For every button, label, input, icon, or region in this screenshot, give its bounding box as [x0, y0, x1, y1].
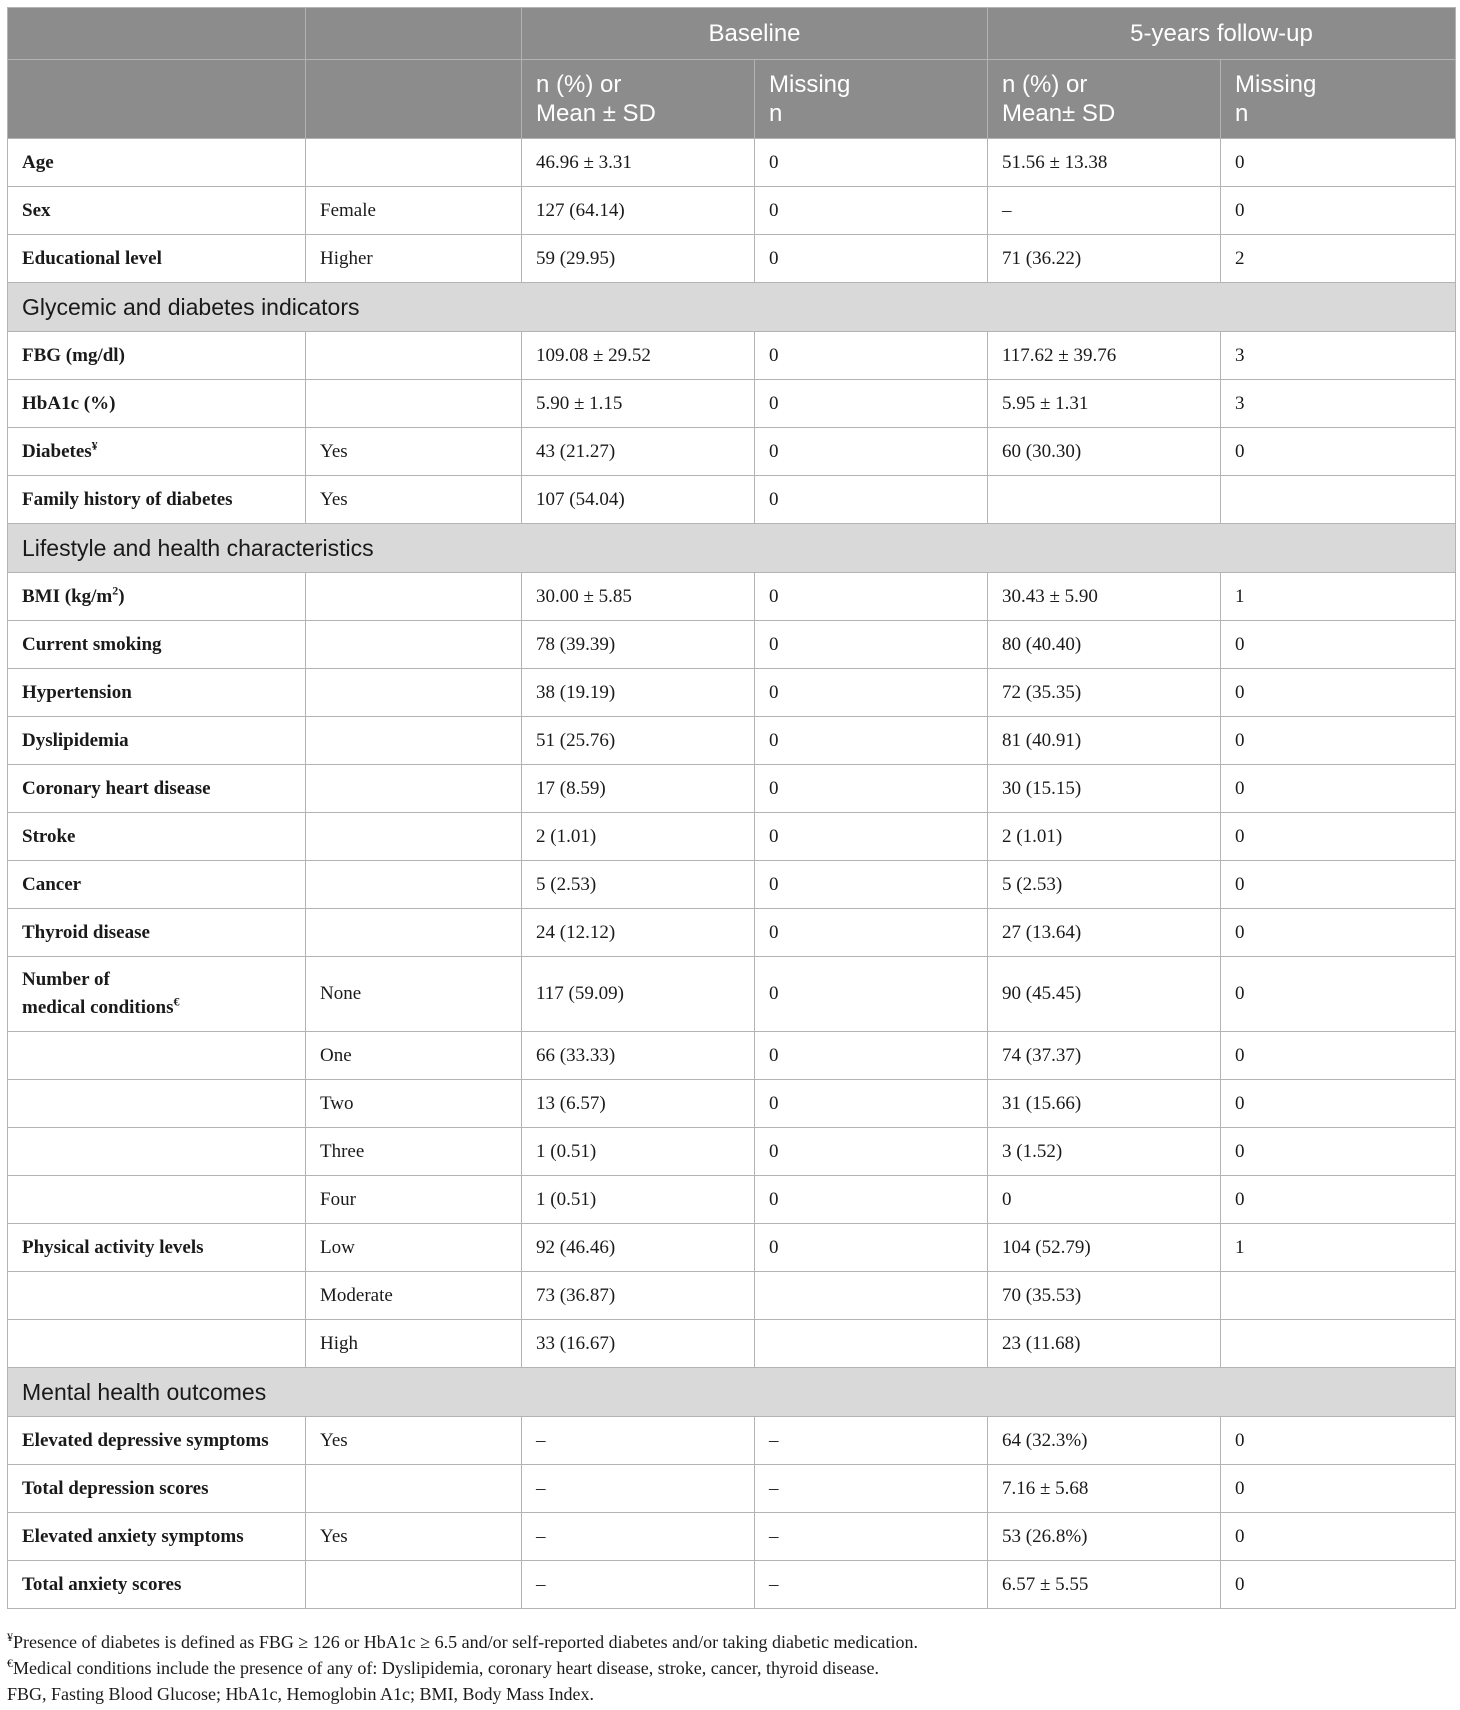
followup-value: 0 [988, 1176, 1221, 1224]
table-row [8, 1032, 1456, 1080]
baseline-value: 38 (19.19) [522, 669, 755, 717]
table-row [8, 1224, 1456, 1272]
table-row [8, 861, 1456, 909]
table-row [8, 669, 1456, 717]
header-followup-value: n (%) or Mean± SD [988, 60, 1221, 139]
followup-value: 104 (52.79) [988, 1224, 1221, 1272]
followup-value: 64 (32.3%) [988, 1417, 1221, 1465]
followup-missing: 1 [1221, 573, 1456, 621]
followup-missing: 0 [1221, 428, 1456, 476]
followup-missing [1221, 1272, 1456, 1320]
row-label: Hypertension [8, 669, 306, 717]
table-row [8, 765, 1456, 813]
row-category [306, 1465, 522, 1513]
baseline-missing: 0 [755, 957, 988, 1032]
row-category [306, 909, 522, 957]
followup-missing: 0 [1221, 1513, 1456, 1561]
followup-missing: 3 [1221, 380, 1456, 428]
baseline-missing: 0 [755, 1128, 988, 1176]
row-label [8, 1128, 306, 1176]
baseline-missing: 0 [755, 813, 988, 861]
table-row [8, 1320, 1456, 1368]
followup-missing: 0 [1221, 1176, 1456, 1224]
baseline-value: – [522, 1513, 755, 1561]
row-label [8, 1320, 306, 1368]
row-category: Four [306, 1176, 522, 1224]
table-row [8, 1128, 1456, 1176]
row-category: One [306, 1032, 522, 1080]
followup-missing: 0 [1221, 621, 1456, 669]
row-label [8, 1032, 306, 1080]
followup-missing: 3 [1221, 332, 1456, 380]
followup-missing: 0 [1221, 861, 1456, 909]
baseline-missing: 0 [755, 909, 988, 957]
table-row [8, 235, 1456, 283]
header-baseline-missing: Missing n [755, 60, 988, 139]
baseline-value: 73 (36.87) [522, 1272, 755, 1320]
table-row [8, 1080, 1456, 1128]
followup-value: 71 (36.22) [988, 235, 1221, 283]
table-row [8, 1417, 1456, 1465]
header-empty [306, 60, 522, 139]
baseline-value: 1 (0.51) [522, 1176, 755, 1224]
table-row [8, 476, 1456, 524]
row-category [306, 861, 522, 909]
row-category: None [306, 957, 522, 1032]
section-title: Glycemic and diabetes indicators [8, 283, 1456, 332]
baseline-missing: 0 [755, 332, 988, 380]
baseline-missing: 0 [755, 669, 988, 717]
row-label: Thyroid disease [8, 909, 306, 957]
row-label: Coronary heart disease [8, 765, 306, 813]
followup-value: 51.56 ± 13.38 [988, 139, 1221, 187]
followup-missing: 0 [1221, 765, 1456, 813]
followup-missing: 0 [1221, 813, 1456, 861]
baseline-missing: – [755, 1561, 988, 1609]
header-baseline-value: n (%) or Mean ± SD [522, 60, 755, 139]
row-category: Yes [306, 428, 522, 476]
baseline-missing: 0 [755, 1032, 988, 1080]
header-empty [8, 60, 306, 139]
baseline-value: 117 (59.09) [522, 957, 755, 1032]
baseline-value: – [522, 1465, 755, 1513]
followup-missing: 0 [1221, 1561, 1456, 1609]
followup-missing: 2 [1221, 235, 1456, 283]
baseline-missing: 0 [755, 235, 988, 283]
row-category: Moderate [306, 1272, 522, 1320]
section-row [8, 1368, 1456, 1417]
header-row-columns [8, 60, 1456, 139]
baseline-value: 24 (12.12) [522, 909, 755, 957]
baseline-missing: 0 [755, 861, 988, 909]
section-title: Mental health outcomes [8, 1368, 1456, 1417]
baseline-value: 2 (1.01) [522, 813, 755, 861]
baseline-value: – [522, 1417, 755, 1465]
baseline-value: 43 (21.27) [522, 428, 755, 476]
followup-missing: 0 [1221, 957, 1456, 1032]
followup-value: 7.16 ± 5.68 [988, 1465, 1221, 1513]
baseline-missing: 0 [755, 573, 988, 621]
followup-missing [1221, 476, 1456, 524]
header-row-groups [8, 8, 1456, 60]
baseline-value: 92 (46.46) [522, 1224, 755, 1272]
row-label: Cancer [8, 861, 306, 909]
table-row [8, 1465, 1456, 1513]
row-label: HbA1c (%) [8, 380, 306, 428]
table-row [8, 1176, 1456, 1224]
row-category [306, 380, 522, 428]
row-label: Family history of diabetes [8, 476, 306, 524]
row-category: Yes [306, 1513, 522, 1561]
table-row [8, 332, 1456, 380]
footnote-conditions: €Medical conditions include the presence of any of: Dyslipidemia, coronary heart disease, stroke, cancer, thyroid disease. [7, 1656, 879, 1678]
followup-value: 117.62 ± 39.76 [988, 332, 1221, 380]
row-label: FBG (mg/dl) [8, 332, 306, 380]
table-row [8, 1272, 1456, 1320]
row-category: Two [306, 1080, 522, 1128]
footnote-marker: € [173, 994, 180, 1009]
followup-value: 90 (45.45) [988, 957, 1221, 1032]
baseline-missing: 0 [755, 621, 988, 669]
baseline-value: – [522, 1561, 755, 1609]
row-category [306, 332, 522, 380]
followup-missing: 0 [1221, 717, 1456, 765]
baseline-missing: 0 [755, 476, 988, 524]
table-row [8, 1513, 1456, 1561]
followup-value [988, 476, 1221, 524]
followup-value: 5.95 ± 1.31 [988, 380, 1221, 428]
followup-missing: 0 [1221, 1080, 1456, 1128]
section-row [8, 283, 1456, 332]
header-followup: 5-years follow-up [988, 8, 1456, 60]
followup-value: 31 (15.66) [988, 1080, 1221, 1128]
baseline-missing: 0 [755, 1176, 988, 1224]
row-label: Elevated depressive symptoms [8, 1417, 306, 1465]
followup-value: 2 (1.01) [988, 813, 1221, 861]
followup-value: 23 (11.68) [988, 1320, 1221, 1368]
baseline-value: 78 (39.39) [522, 621, 755, 669]
row-label: BMI $(kg/m^2)$ [8, 573, 306, 621]
baseline-missing: – [755, 1417, 988, 1465]
row-category [306, 717, 522, 765]
baseline-missing: 0 [755, 380, 988, 428]
table-row [8, 957, 1456, 1032]
row-category [306, 1561, 522, 1609]
baseline-value: 107 (54.04) [522, 476, 755, 524]
baseline-missing: 0 [755, 428, 988, 476]
row-category: High [306, 1320, 522, 1368]
row-label: Dyslipidemia [8, 717, 306, 765]
followup-missing: 0 [1221, 1465, 1456, 1513]
table-row [8, 187, 1456, 235]
baseline-value: 13 (6.57) [522, 1080, 755, 1128]
row-label: Current smoking [8, 621, 306, 669]
row-category: Low [306, 1224, 522, 1272]
table-row [8, 621, 1456, 669]
followup-value: – [988, 187, 1221, 235]
table-row [8, 573, 1456, 621]
row-category [306, 813, 522, 861]
row-label: Physical activity levels [8, 1224, 306, 1272]
followup-value: 74 (37.37) [988, 1032, 1221, 1080]
followup-missing: 0 [1221, 1417, 1456, 1465]
baseline-value: 5 (2.53) [522, 861, 755, 909]
followup-value: 60 (30.30) [988, 428, 1221, 476]
header-followup-missing: Missing n [1221, 60, 1456, 139]
followup-missing [1221, 1320, 1456, 1368]
superscript: 2 [112, 583, 119, 598]
baseline-missing: 0 [755, 765, 988, 813]
row-category [306, 765, 522, 813]
baseline-missing: 0 [755, 717, 988, 765]
characteristics-table [7, 7, 1456, 1609]
baseline-value: 46.96 ± 3.31 [522, 139, 755, 187]
footnote-abbreviations: FBG, Fasting Blood Glucose; HbA1c, Hemoglobin A1c; BMI, Body Mass Index. [7, 1684, 594, 1704]
baseline-value: 17 (8.59) [522, 765, 755, 813]
row-label: Sex [8, 187, 306, 235]
table-row [8, 139, 1456, 187]
followup-missing: 0 [1221, 1032, 1456, 1080]
baseline-value: 66 (33.33) [522, 1032, 755, 1080]
section-title: Lifestyle and health characteristics [8, 524, 1456, 573]
followup-value: 72 (35.35) [988, 669, 1221, 717]
followup-value: 30.43 ± 5.90 [988, 573, 1221, 621]
followup-value: 6.57 ± 5.55 [988, 1561, 1221, 1609]
header-empty [306, 8, 522, 60]
baseline-missing: 0 [755, 1224, 988, 1272]
row-label [8, 1176, 306, 1224]
row-label [8, 1080, 306, 1128]
followup-value: 81 (40.91) [988, 717, 1221, 765]
row-category [306, 139, 522, 187]
header-baseline: Baseline [522, 8, 988, 60]
followup-missing: 0 [1221, 669, 1456, 717]
baseline-value: 109.08 ± 29.52 [522, 332, 755, 380]
baseline-missing: – [755, 1513, 988, 1561]
row-category [306, 573, 522, 621]
table-row [8, 1561, 1456, 1609]
row-label [8, 1272, 306, 1320]
table-container [7, 7, 1455, 1609]
row-label: Elevated anxiety symptoms [8, 1513, 306, 1561]
followup-missing: 1 [1221, 1224, 1456, 1272]
followup-missing: 0 [1221, 187, 1456, 235]
row-category: Yes [306, 1417, 522, 1465]
followup-value: 53 (26.8%) [988, 1513, 1221, 1561]
followup-value: 80 (40.40) [988, 621, 1221, 669]
row-category: Higher [306, 235, 522, 283]
row-label: Number of medical conditions€ [8, 957, 306, 1032]
followup-value: 27 (13.64) [988, 909, 1221, 957]
baseline-value: 1 (0.51) [522, 1128, 755, 1176]
followup-value: 3 (1.52) [988, 1128, 1221, 1176]
footnote-marker: ¥ [91, 438, 98, 453]
table-row [8, 717, 1456, 765]
table-row [8, 428, 1456, 476]
header-empty [8, 8, 306, 60]
row-category: Yes [306, 476, 522, 524]
followup-value: 70 (35.53) [988, 1272, 1221, 1320]
baseline-missing: 0 [755, 139, 988, 187]
table-row [8, 909, 1456, 957]
followup-missing: 0 [1221, 139, 1456, 187]
table-row [8, 813, 1456, 861]
baseline-missing: – [755, 1465, 988, 1513]
row-category: Three [306, 1128, 522, 1176]
baseline-value: 59 (29.95) [522, 235, 755, 283]
table-body [8, 139, 1456, 1609]
footnote-diabetes: ¥Presence of diabetes is defined as FBG ≥ 126 or HbA1c ≥ 6.5 and/or self-reported diabetes and/or taking diabetic medication. [7, 1630, 918, 1652]
baseline-value: 5.90 ± 1.15 [522, 380, 755, 428]
baseline-value: 127 (64.14) [522, 187, 755, 235]
followup-value: 30 (15.15) [988, 765, 1221, 813]
followup-missing: 0 [1221, 1128, 1456, 1176]
row-label: Total depression scores [8, 1465, 306, 1513]
row-label: Total anxiety scores [8, 1561, 306, 1609]
baseline-missing [755, 1320, 988, 1368]
row-label: Diabetes¥ [8, 428, 306, 476]
baseline-value: 33 (16.67) [522, 1320, 755, 1368]
followup-value: 5 (2.53) [988, 861, 1221, 909]
row-label: Age [8, 139, 306, 187]
baseline-value: 30.00 ± 5.85 [522, 573, 755, 621]
followup-missing: 0 [1221, 909, 1456, 957]
section-row [8, 524, 1456, 573]
table-footnotes [7, 1629, 1455, 1707]
row-label: Educational level [8, 235, 306, 283]
row-label: Stroke [8, 813, 306, 861]
baseline-missing [755, 1272, 988, 1320]
baseline-missing: 0 [755, 187, 988, 235]
baseline-missing: 0 [755, 1080, 988, 1128]
row-category: Female [306, 187, 522, 235]
table-row [8, 380, 1456, 428]
row-category [306, 621, 522, 669]
row-category [306, 669, 522, 717]
baseline-value: 51 (25.76) [522, 717, 755, 765]
